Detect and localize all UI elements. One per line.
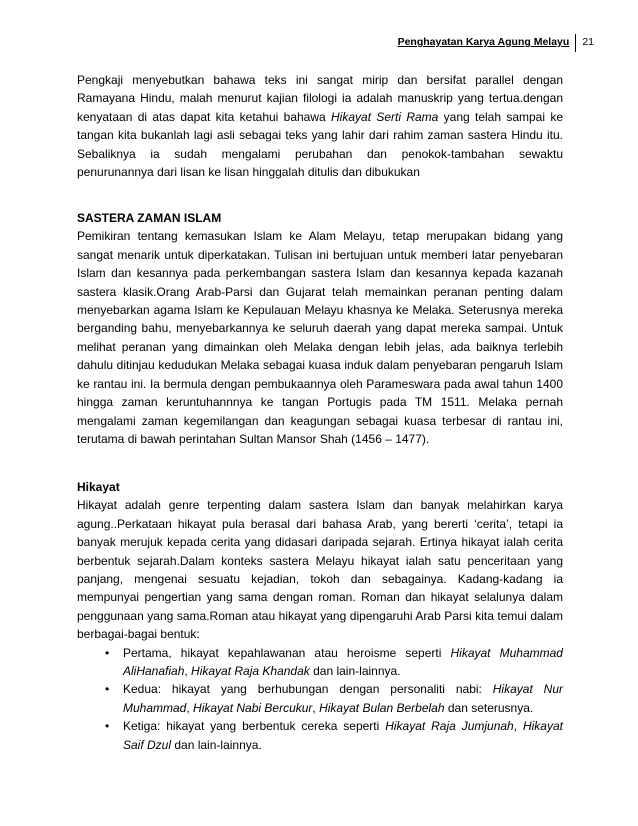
hikayat-paragraph: Hikayat adalah genre terpenting dalam sastera Islam dan banyak melahirkan karya agung..Perkataan hikayat pula berasal dari bahasa Arab, yang bererti ‘cerita’, tetapi ia banyak merujuk kepada cerita yang didasari daripada sejarah. Ertinya hikayat ialah cerita berbentuk sejarah.Dalam konteks sastera Melayu hikayat ialah satu penceritaan yang panjang, mengenai sesuatu kejadian, tokoh dan sebagainya. Kadang-kadang ia mempunyai pengertian yang sama dengan roman. Roman dan hikayat selalunya dalam penggunaan yang sama.Roman atau hikayat yang dipengaruhi Arab Parsi kita temui dalam berbagai-bagai bentuk: (77, 498, 563, 642)
list-item: • Ketiga: hikayat yang berbentuk cereka seperti Hikayat Raja Jumjunah, Hikayat Saif Dzul dan lain-lainnya. (123, 717, 563, 754)
list-item: • Kedua: hikayat yang berhubungan dengan personaliti nabi: Hikayat Nur Muhammad, Hikayat Nabi Bercukur, Hikayat Bulan Berbelah dan seterusnya. (123, 680, 563, 717)
list-item: • Pertama, hikayat kepahlawanan atau heroisme seperti Hikayat Muhammad AliHanafiah, Hikayat Raja Khandak dan lain-lainnya. (123, 644, 563, 681)
hikayat-types-list (77, 644, 563, 754)
section-heading-hikayat: Hikayat (77, 480, 120, 495)
page-header (398, 36, 594, 48)
running-title: Penghayatan Karya Agung Melayu (397, 36, 570, 48)
section-heading-islam: SASTERA ZAMAN ISLAM (77, 211, 222, 226)
islam-paragraph: Pemikiran tentang kemasukan Islam ke Alam Melayu, tetap merupakan bidang yang sangat menarik untuk diperkatakan. Tulisan ini bertujuan untuk memberi latar penyebaran Islam dan kesannya pada perkembangan sastera Islam dan kesannya kepada kazanah sastera klasik.Orang Arab-Parsi dan Gujarat telah memainkan peranan penting dalam menyebarkan agama Islam ke Kepulauan Melayu khasnya ke Melaka. Seterusnya mereka berganding bahu, menyebarkannya ke seluruh daerah yang dapat mereka sampai. Untuk melihat peranan yang dimainkan oleh Melaka dengan lebih jelas, ada baiknya terlebih dahulu ditinjau kedudukan Melaka sebagai kuasa induk dalam penyebaran pengaruh Islam ke rantau ini. Ia bermula dengan pembukaannya oleh Parameswara pada awal tahun 1400 hingga zaman keruntuhannnya ke tangan Portugis pada TM 1511. Melaka pernah mengalami zaman kegemilangan dan keagungan sebagai kuasa terbesar di rantau ini, terutama di bawah perintahan Sultan Mansor Shah (1456 – 1477). (77, 229, 563, 446)
page-number: 21 (582, 36, 594, 48)
intro-text-end: yang telah sampai ke tangan kita bukanlah lagi asli sebagai teks yang lahir dari rahim zaman sastera Hindu itu. Sebaliknya ia sudah mengalami perubahan dan penokok-tambahan sewaktu penurunannya dari lisan ke lisan hinggalah ditulis dan dibukukan (77, 109, 563, 180)
intro-text-start: Pengkaji menyebutkan bahawa teks ini sangat mirip dan bersifat parallel dengan Ramayana Hindu, malah menurut kajian filologi ia adalah manuskrip yang tertua.dengan kenyataan di atas dapat kita ketahui bahawa (77, 73, 563, 124)
intro-italic-title: Hikayat Serti Rama (331, 109, 439, 124)
document-body (77, 71, 563, 754)
intro-paragraph (77, 71, 563, 181)
